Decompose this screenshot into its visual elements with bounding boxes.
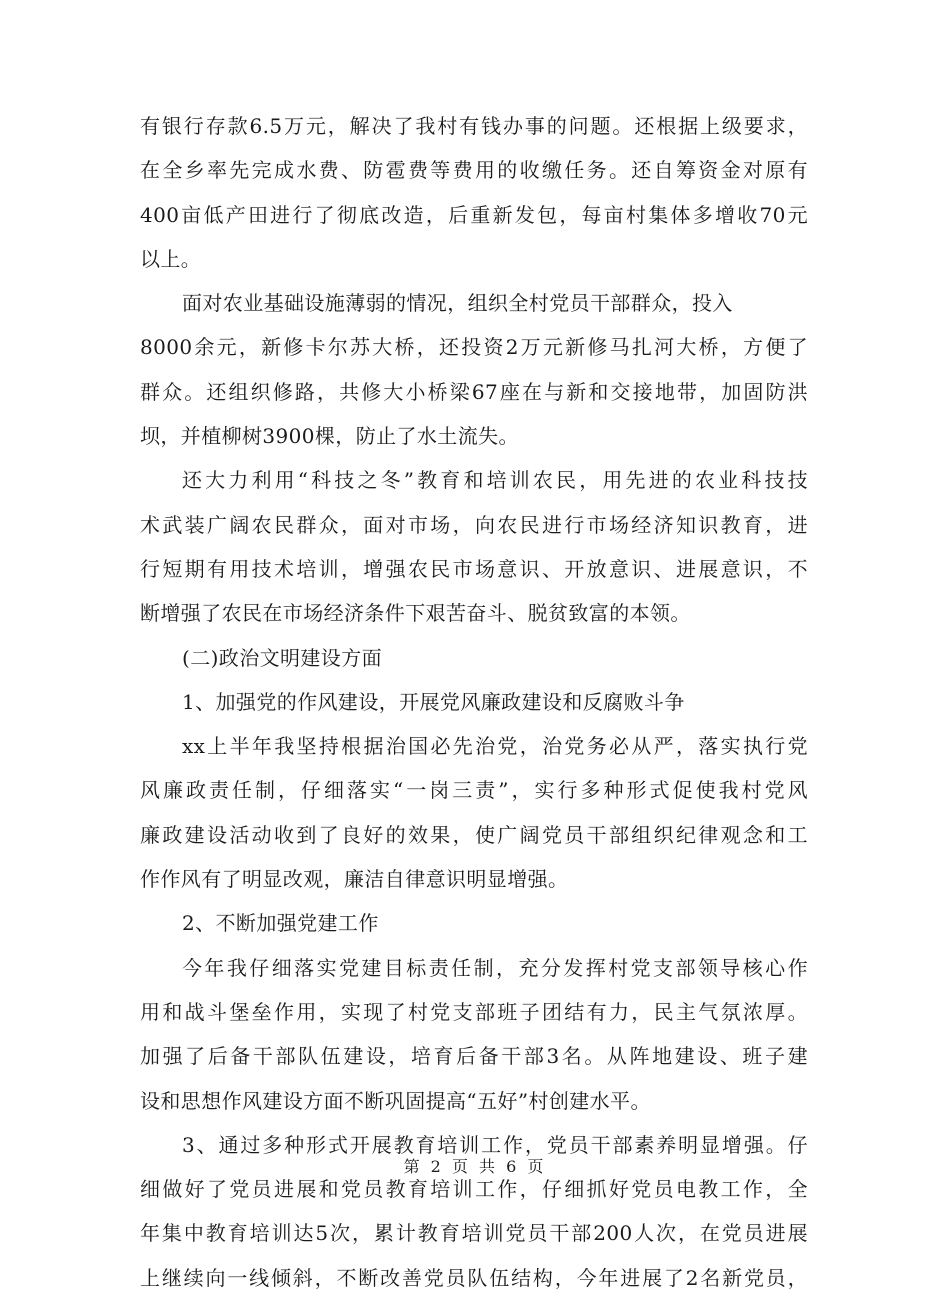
text-line: 8000余元，新修卡尔苏大桥，还投资2万元新修马扎河大桥，方便了 — [140, 335, 808, 360]
text-line: 断增强了农民在市场经济条件下艰苦奋斗、脱贫致富的本领。 — [140, 601, 691, 626]
text-line: 群众。还组织修路，共修大小桥梁67座在与新和交接地带，加固防洪 — [140, 379, 808, 404]
text-line: 廉政建设活动收到了良好的效果，使广阔党员干部组织纪律观念和工 — [140, 822, 808, 847]
text-line: 面对农业基础设施薄弱的情况，组织全村党员干部群众，投入 — [182, 291, 733, 316]
text-line: 以上。 — [140, 246, 202, 271]
text-line: 风廉政责任制，仔细落实“一岗三责”，实行多种形式促使我村党风 — [140, 778, 808, 803]
text-line: 还大力利用“科技之冬”教育和培训农民，用先进的农业科技技 — [182, 468, 808, 493]
text-line: (二)政治文明建设方面 — [182, 645, 383, 670]
text-line: 3、通过多种形式开展教育培训工作，党员干部素养明显增强。仔 — [182, 1132, 808, 1157]
text-line: 年集中教育培训达5次，累计教育培训党员干部200人次，在党员进展 — [140, 1221, 808, 1246]
text-line: 上继续向一线倾斜，不断改善党员队伍结构，今年进展了2名新党员， — [140, 1265, 808, 1290]
text-line: 坝，并植柳树3900棵，防止了水土流失。 — [140, 424, 519, 449]
text-line: 有银行存款6.5万元，解决了我村有钱办事的问题。还根据上级要求， — [140, 114, 808, 138]
text-line: 用和战斗堡垒作用，实现了村党支部班子团结有力，民主气氛浓厚。 — [140, 999, 808, 1024]
text-line: 今年我仔细落实党建目标责任制，充分发挥村党支部领导核心作 — [182, 955, 808, 980]
text-line: 2、不断加强党建工作 — [182, 911, 379, 936]
text-line: 在全乡率先完成水费、防雹费等费用的收缴任务。还自筹资金对原有 — [140, 158, 808, 183]
text-line: 术武装广阔农民群众，面对市场，向农民进行市场经济知识教育，进 — [140, 512, 808, 537]
text-line: 设和思想作风建设方面不断巩固提高“五好”村创建水平。 — [140, 1088, 651, 1113]
page-footer: 第 2 页 共 6 页 — [403, 1157, 547, 1176]
text-line: 1、加强党的作风建设，开展党风廉政建设和反腐败斗争 — [182, 689, 685, 714]
text-line: 细做好了党员进展和党员教育培训工作，仔细抓好党员电教工作，全 — [140, 1177, 808, 1202]
text-line: 加强了后备干部队伍建设，培育后备干部3名。从阵地建设、班子建 — [140, 1044, 808, 1069]
text-line: xx上半年我坚持根据治国必先治党，治党务必从严，落实执行党 — [182, 734, 808, 759]
text-line: 作作风有了明显改观，廉洁自律意识明显增强。 — [140, 867, 569, 892]
text-line: 行短期有用技术培训，增强农民市场意识、开放意识、进展意识，不 — [140, 556, 808, 581]
text-line: 400亩低产田进行了彻底改造，后重新发包，每亩村集体多增收70元 — [140, 202, 808, 227]
document-body — [140, 104, 808, 1300]
